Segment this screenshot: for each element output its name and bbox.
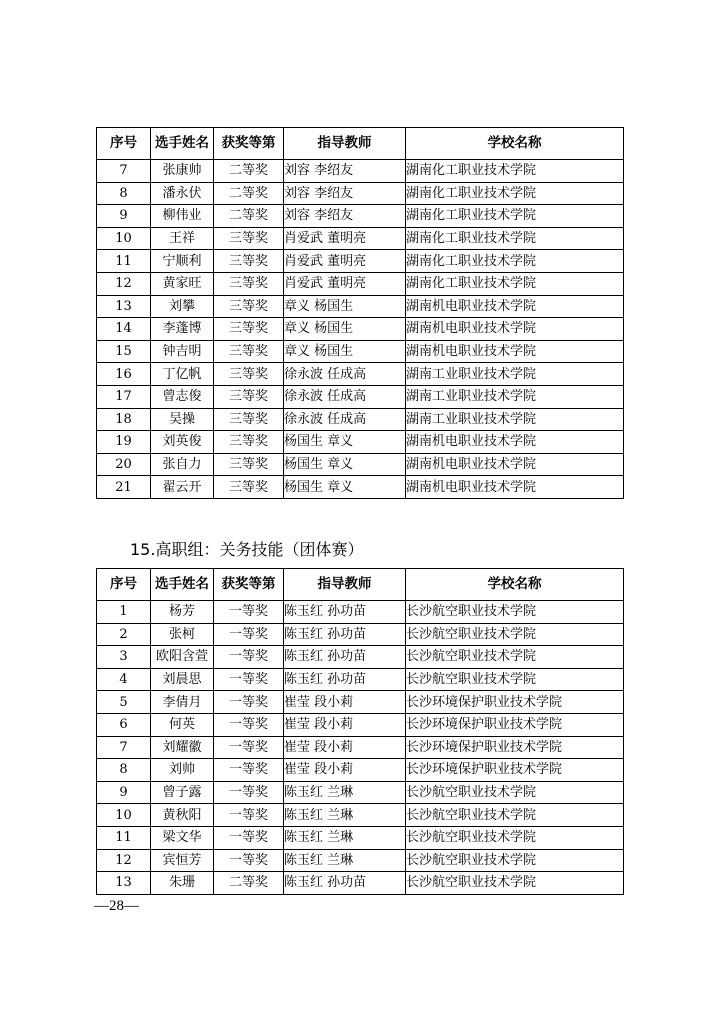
instructor-cell: 肖爱武 董明亮 (284, 272, 406, 295)
table-row (97, 340, 624, 363)
award-level-cell: 二等奖 (214, 182, 284, 205)
serial-cell: 14 (97, 318, 151, 341)
contestant-name-cell: 梁文华 (151, 826, 214, 849)
instructor-cell: 章义 杨国生 (284, 340, 406, 363)
school-name-cell: 湖南机电职业技术学院 (406, 431, 624, 454)
award-level-cell: 三等奖 (214, 318, 284, 341)
serial-cell: 8 (97, 759, 151, 782)
contestant-name-cell: 何英 (151, 713, 214, 736)
award-level-cell: 三等奖 (214, 250, 284, 273)
award-level-cell: 一等奖 (214, 668, 284, 691)
school-name-cell: 长沙航空职业技术学院 (406, 601, 624, 624)
award-level-cell: 二等奖 (214, 872, 284, 895)
table-body (97, 601, 624, 895)
table-row (97, 363, 624, 386)
serial-cell: 1 (97, 601, 151, 624)
instructor-cell: 陈玉红 孙功苗 (284, 646, 406, 669)
serial-cell: 21 (97, 476, 151, 499)
table-row (97, 646, 624, 669)
school-name-cell: 长沙航空职业技术学院 (406, 781, 624, 804)
instructor-cell: 崔莹 段小莉 (284, 759, 406, 782)
contestant-name-cell: 刘攀 (151, 295, 214, 318)
table-row (97, 826, 624, 849)
award-level-cell: 三等奖 (214, 363, 284, 386)
serial-cell: 10 (97, 227, 151, 250)
table-row (97, 781, 624, 804)
header-school-name: 学校名称 (406, 128, 624, 160)
instructor-cell: 崔莹 段小莉 (284, 713, 406, 736)
school-name-cell: 湖南工业职业技术学院 (406, 363, 624, 386)
school-name-cell: 湖南化工职业技术学院 (406, 182, 624, 205)
table-row (97, 668, 624, 691)
school-name-cell: 湖南机电职业技术学院 (406, 453, 624, 476)
instructor-cell: 陈玉红 孙功苗 (284, 601, 406, 624)
serial-cell: 20 (97, 453, 151, 476)
contestant-name-cell: 刘帅 (151, 759, 214, 782)
serial-cell: 13 (97, 872, 151, 895)
instructor-cell: 杨国生 章义 (284, 431, 406, 454)
contestant-name-cell: 丁亿帆 (151, 363, 214, 386)
table-row (97, 385, 624, 408)
table-row (97, 849, 624, 872)
award-level-cell: 二等奖 (214, 205, 284, 228)
award-level-cell: 一等奖 (214, 713, 284, 736)
contestant-name-cell: 朱珊 (151, 872, 214, 895)
award-level-cell: 一等奖 (214, 623, 284, 646)
header-serial: 序号 (97, 569, 151, 601)
table-row (97, 476, 624, 499)
instructor-cell: 陈玉红 兰琳 (284, 781, 406, 804)
table-row (97, 431, 624, 454)
header-award-level: 获奖等第 (214, 128, 284, 160)
instructor-cell: 陈玉红 兰琳 (284, 804, 406, 827)
table-row (97, 601, 624, 624)
table-row (97, 272, 624, 295)
table-header-row (97, 569, 624, 601)
instructor-cell: 章义 杨国生 (284, 318, 406, 341)
contestant-name-cell: 王祥 (151, 227, 214, 250)
serial-cell: 10 (97, 804, 151, 827)
award-level-cell: 三等奖 (214, 385, 284, 408)
serial-cell: 18 (97, 408, 151, 431)
serial-cell: 9 (97, 205, 151, 228)
contestant-name-cell: 欧阳含萱 (151, 646, 214, 669)
contestant-name-cell: 吴操 (151, 408, 214, 431)
award-level-cell: 三等奖 (214, 476, 284, 499)
serial-cell: 7 (97, 736, 151, 759)
school-name-cell: 湖南工业职业技术学院 (406, 385, 624, 408)
instructor-cell: 徐永波 任成高 (284, 408, 406, 431)
header-instructor: 指导教师 (284, 569, 406, 601)
school-name-cell: 湖南工业职业技术学院 (406, 408, 624, 431)
serial-cell: 12 (97, 272, 151, 295)
award-level-cell: 二等奖 (214, 160, 284, 183)
contestant-name-cell: 宁顺利 (151, 250, 214, 273)
serial-cell: 15 (97, 340, 151, 363)
award-level-cell: 一等奖 (214, 849, 284, 872)
school-name-cell: 湖南化工职业技术学院 (406, 227, 624, 250)
instructor-cell: 陈玉红 兰琳 (284, 826, 406, 849)
table-body (97, 160, 624, 499)
table-row (97, 713, 624, 736)
serial-cell: 12 (97, 849, 151, 872)
school-name-cell: 长沙航空职业技术学院 (406, 804, 624, 827)
contestant-name-cell: 张康帅 (151, 160, 214, 183)
instructor-cell: 刘容 李绍友 (284, 182, 406, 205)
school-name-cell: 长沙航空职业技术学院 (406, 623, 624, 646)
school-name-cell: 湖南机电职业技术学院 (406, 318, 624, 341)
award-level-cell: 一等奖 (214, 781, 284, 804)
awards-table-1 (96, 127, 624, 499)
header-contestant-name: 选手姓名 (151, 128, 214, 160)
contestant-name-cell: 李蓬博 (151, 318, 214, 341)
serial-cell: 16 (97, 363, 151, 386)
serial-cell: 19 (97, 431, 151, 454)
header-award-level: 获奖等第 (214, 569, 284, 601)
contestant-name-cell: 宾恒芳 (151, 849, 214, 872)
school-name-cell: 长沙环境保护职业技术学院 (406, 759, 624, 782)
section-title: 15.高职组：关务技能（团体赛） (130, 540, 364, 559)
award-level-cell: 三等奖 (214, 272, 284, 295)
contestant-name-cell: 钟吉明 (151, 340, 214, 363)
instructor-cell: 肖爱武 董明亮 (284, 250, 406, 273)
serial-cell: 3 (97, 646, 151, 669)
contestant-name-cell: 曾志俊 (151, 385, 214, 408)
table-row (97, 623, 624, 646)
award-level-cell: 三等奖 (214, 408, 284, 431)
school-name-cell: 长沙环境保护职业技术学院 (406, 736, 624, 759)
table-row (97, 408, 624, 431)
contestant-name-cell: 张自力 (151, 453, 214, 476)
award-level-cell: 一等奖 (214, 601, 284, 624)
contestant-name-cell: 翟云开 (151, 476, 214, 499)
instructor-cell: 陈玉红 兰琳 (284, 849, 406, 872)
table-row (97, 804, 624, 827)
serial-cell: 2 (97, 623, 151, 646)
instructor-cell: 章义 杨国生 (284, 295, 406, 318)
instructor-cell: 徐永波 任成高 (284, 385, 406, 408)
award-level-cell: 一等奖 (214, 646, 284, 669)
contestant-name-cell: 潘永伏 (151, 182, 214, 205)
award-level-cell: 一等奖 (214, 736, 284, 759)
contestant-name-cell: 杨芳 (151, 601, 214, 624)
table-row (97, 160, 624, 183)
school-name-cell: 长沙航空职业技术学院 (406, 646, 624, 669)
award-level-cell: 一等奖 (214, 759, 284, 782)
school-name-cell: 湖南化工职业技术学院 (406, 160, 624, 183)
header-school-name: 学校名称 (406, 569, 624, 601)
instructor-cell: 刘容 李绍友 (284, 160, 406, 183)
school-name-cell: 湖南机电职业技术学院 (406, 340, 624, 363)
serial-cell: 9 (97, 781, 151, 804)
award-level-cell: 三等奖 (214, 227, 284, 250)
school-name-cell: 湖南化工职业技术学院 (406, 250, 624, 273)
instructor-cell: 徐永波 任成高 (284, 363, 406, 386)
contestant-name-cell: 刘英俊 (151, 431, 214, 454)
instructor-cell: 杨国生 章义 (284, 476, 406, 499)
table-row (97, 182, 624, 205)
table-row (97, 759, 624, 782)
table-row (97, 736, 624, 759)
contestant-name-cell: 黄秋阳 (151, 804, 214, 827)
serial-cell: 11 (97, 826, 151, 849)
award-level-cell: 一等奖 (214, 804, 284, 827)
table-row (97, 295, 624, 318)
contestant-name-cell: 刘晨思 (151, 668, 214, 691)
table-row (97, 250, 624, 273)
serial-cell: 13 (97, 295, 151, 318)
instructor-cell: 杨国生 章义 (284, 453, 406, 476)
table-row (97, 453, 624, 476)
instructor-cell: 陈玉红 孙功苗 (284, 623, 406, 646)
instructor-cell: 肖爱武 董明亮 (284, 227, 406, 250)
school-name-cell: 长沙环境保护职业技术学院 (406, 691, 624, 714)
school-name-cell: 湖南机电职业技术学院 (406, 295, 624, 318)
instructor-cell: 陈玉红 孙功苗 (284, 668, 406, 691)
instructor-cell: 崔莹 段小莉 (284, 736, 406, 759)
table-row (97, 318, 624, 341)
table-row (97, 205, 624, 228)
school-name-cell: 长沙航空职业技术学院 (406, 872, 624, 895)
school-name-cell: 湖南化工职业技术学院 (406, 272, 624, 295)
award-level-cell: 三等奖 (214, 340, 284, 363)
header-instructor: 指导教师 (284, 128, 406, 160)
header-serial: 序号 (97, 128, 151, 160)
instructor-cell: 陈玉红 孙功苗 (284, 872, 406, 895)
table-row (97, 691, 624, 714)
contestant-name-cell: 张柯 (151, 623, 214, 646)
table-row (97, 872, 624, 895)
awards-table-2 (96, 568, 624, 895)
header-contestant-name: 选手姓名 (151, 569, 214, 601)
table-row (97, 227, 624, 250)
contestant-name-cell: 柳伟业 (151, 205, 214, 228)
school-name-cell: 长沙航空职业技术学院 (406, 849, 624, 872)
serial-cell: 4 (97, 668, 151, 691)
school-name-cell: 长沙航空职业技术学院 (406, 668, 624, 691)
serial-cell: 11 (97, 250, 151, 273)
instructor-cell: 刘容 李绍友 (284, 205, 406, 228)
instructor-cell: 崔莹 段小莉 (284, 691, 406, 714)
school-name-cell: 长沙环境保护职业技术学院 (406, 713, 624, 736)
award-level-cell: 三等奖 (214, 295, 284, 318)
contestant-name-cell: 李倩月 (151, 691, 214, 714)
serial-cell: 6 (97, 713, 151, 736)
school-name-cell: 湖南机电职业技术学院 (406, 476, 624, 499)
serial-cell: 5 (97, 691, 151, 714)
award-level-cell: 一等奖 (214, 826, 284, 849)
page-number: —28— (94, 898, 139, 914)
contestant-name-cell: 曾子露 (151, 781, 214, 804)
contestant-name-cell: 刘耀徽 (151, 736, 214, 759)
table-header-row (97, 128, 624, 160)
contestant-name-cell: 黄家旺 (151, 272, 214, 295)
award-level-cell: 三等奖 (214, 431, 284, 454)
serial-cell: 8 (97, 182, 151, 205)
serial-cell: 7 (97, 160, 151, 183)
serial-cell: 17 (97, 385, 151, 408)
school-name-cell: 长沙航空职业技术学院 (406, 826, 624, 849)
award-level-cell: 一等奖 (214, 691, 284, 714)
award-level-cell: 三等奖 (214, 453, 284, 476)
school-name-cell: 湖南化工职业技术学院 (406, 205, 624, 228)
